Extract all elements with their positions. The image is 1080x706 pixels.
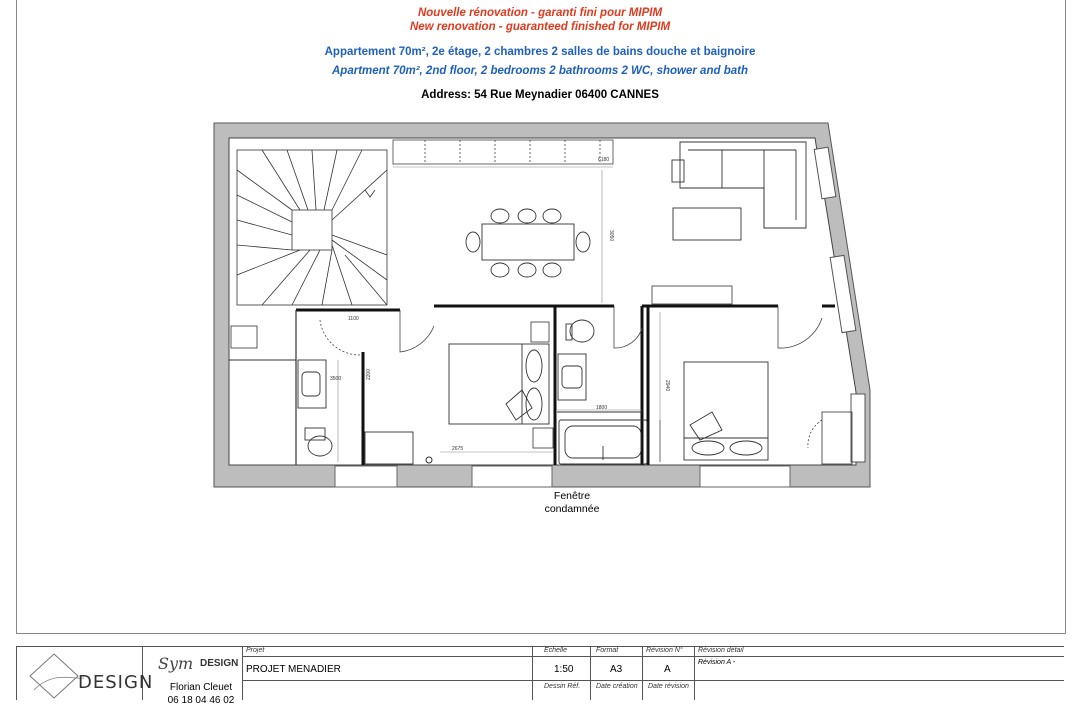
window-bottom-1 [335, 466, 397, 487]
renovation-note-fr: Nouvelle rénovation - garanti fini pour MIPIM [417, 7, 663, 19]
address: Address: 54 Rue Meynadier 06400 CANNES [421, 89, 659, 101]
title-block-top-border [16, 646, 1064, 647]
title-block-row-1 [242, 656, 1064, 657]
window-note [522, 490, 622, 516]
divider-format [642, 646, 643, 700]
dimension-living: 3050 [608, 230, 614, 242]
dimension-top: 6180 [598, 157, 610, 163]
signature-brand: DESIGN [200, 658, 239, 669]
revision-number-label: Révision N° [646, 647, 683, 654]
divider-revision [694, 646, 695, 700]
project-label: Projet [246, 647, 265, 654]
dimension-corridor: 2200 [366, 368, 372, 380]
project-value: PROJET MENADIER [246, 664, 341, 675]
scale-value: 1:50 [554, 664, 574, 675]
apartment-description-fr: Appartement 70m², 2e étage, 2 chambres 2 salles de bains douche et baignoire [324, 46, 756, 58]
scale-label: Echelle [544, 647, 567, 654]
dimension-bedroom-right: 2940 [664, 380, 670, 392]
dimension-bed: 2675 [452, 446, 464, 452]
window-bottom-2 [472, 466, 552, 487]
drawing-ref-label: Dessin Réf. [544, 683, 581, 690]
creation-date-label: Date création [596, 683, 638, 690]
revision-detail-value: Révision A - [698, 659, 736, 666]
window-bottom-3 [700, 466, 790, 487]
window-note-line1: Fenêtre [553, 490, 591, 502]
revision-detail-label: Révision détail [698, 647, 744, 654]
title-block [16, 646, 1064, 706]
format-label: Format [596, 647, 619, 654]
title-block-left-border [16, 646, 17, 700]
revision-date-label: Date révision [648, 683, 689, 690]
designer-signature: Sym [158, 654, 194, 673]
revision-number-value: A [664, 664, 671, 675]
window-right-3 [851, 394, 865, 462]
interior-floor [229, 138, 856, 465]
title-block-row-2 [242, 680, 1064, 681]
logo-brand: DESIGN [78, 672, 154, 693]
dimension-bath: 3500 [330, 376, 342, 382]
apartment-description-en: Apartment 70m², 2nd floor, 2 bedrooms 2 bathrooms 2 WC, shower and bath [332, 65, 748, 77]
format-value: A3 [610, 664, 623, 675]
window-note-line2: condamnée [544, 503, 600, 515]
divider-scale [590, 646, 591, 700]
designer-phone: 06 18 04 46 02 [167, 695, 235, 706]
dimension-small: 1100 [348, 316, 359, 322]
renovation-note-en: New renovation - guaranteed finished for MIPIM [409, 21, 671, 33]
designer-name: Florian Cleuet [169, 682, 233, 693]
dimension-bathtub: 1800 [596, 405, 608, 411]
divider-project [532, 646, 533, 700]
